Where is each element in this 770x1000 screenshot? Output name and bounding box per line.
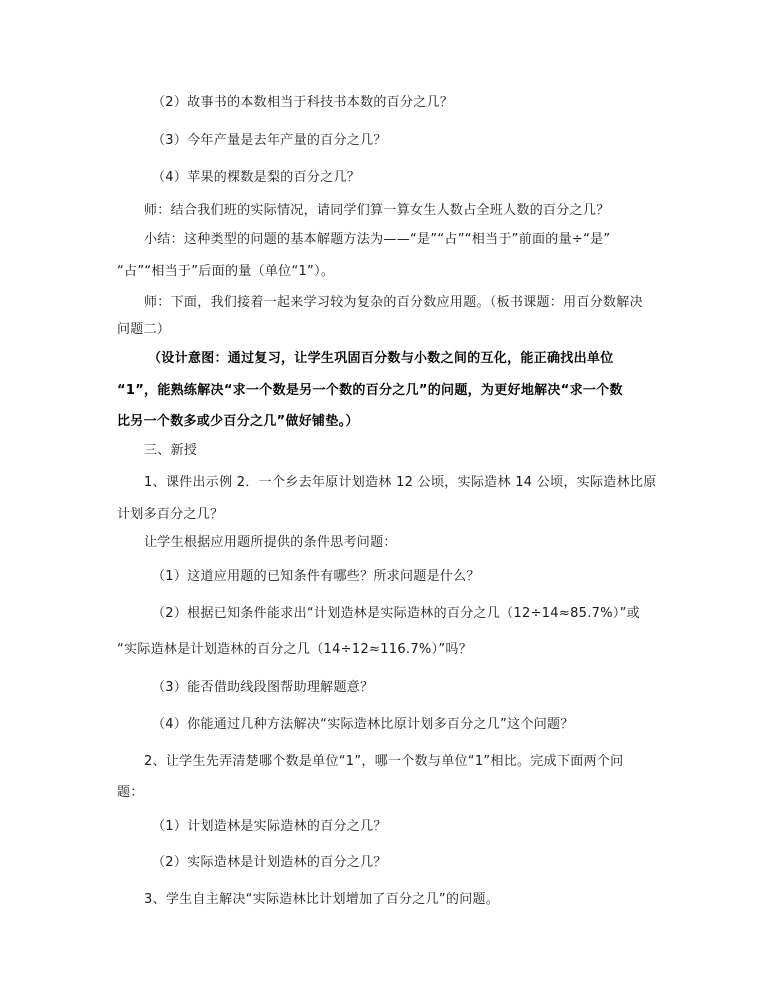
question-line: （2）根据已知条件能求出“计划造林是实际造林的百分之几（12÷14≈85.7%）”或 [152,606,641,621]
question-line: （3）今年产量是去年产量的百分之几？ [152,133,387,148]
summary-line: 小结：这种类型的问题的基本解题方法为——“是”“占”“相当于”前面的量÷“是” [144,232,611,247]
teacher-line: 师：下面，我们接着一起来学习较为复杂的百分数应用题。（板书课题：用百分数解决 [144,295,643,310]
question-line: （4）你能通过几种方法解决“实际造林比原计划多百分之几”这个问题？ [152,717,574,732]
instruction-line: 让学生根据应用题所提供的条件思考问题： [144,535,397,550]
summary-line: “占”“相当于”后面的量（单位“1”）。 [117,264,335,279]
question-line: （3）能否借助线段图帮助理解题意？ [152,680,374,695]
example-line: 1、课件出示例 2．一个乡去年原计划造林 12 公顷，实际造林 14 公顷，实际造林比原 [144,475,657,490]
section-heading: 三、新授 [144,443,198,458]
question-line: （4）苹果的棵数是梨的百分之几？ [152,170,361,185]
question-line: （1）计划造林是实际造林的百分之几？ [152,819,387,834]
question-line: （2）实际造林是计划造林的百分之几？ [152,855,387,870]
teacher-line: 师：结合我们班的实际情况，请同学们算一算女生人数占全班人数的百分之几？ [144,203,610,218]
design-intent-line: 比另一个数多或少百分之几”做好铺垫。） [117,414,359,429]
question-line: （2）故事书的本数相当于科技书本数的百分之几？ [152,95,454,110]
step-line: 2、让学生先弄清楚哪个数是单位“1”，哪一个数与单位“1”相比。完成下面两个问 [144,754,624,769]
step-line: 3、学生自主解决“实际造林比计划增加了百分之几”的问题。 [144,892,500,907]
design-intent-line: “1”，能熟练解决“求一个数是另一个数的百分之几”的问题，为更好地解决“求一个数 [117,383,623,398]
design-intent-line: （设计意图：通过复习，让学生巩固百分数与小数之间的互化，能正确找出单位 [148,351,614,366]
step-line: 题： [117,785,144,800]
teacher-line: 问题二） [117,322,171,337]
question-line: “实际造林是计划造林的百分之几（14÷12≈116.7%）”吗？ [117,642,473,657]
example-line: 计划多百分之几？ [117,507,224,522]
question-line: （1）这道应用题的已知条件有哪些？所求问题是什么？ [152,569,480,584]
